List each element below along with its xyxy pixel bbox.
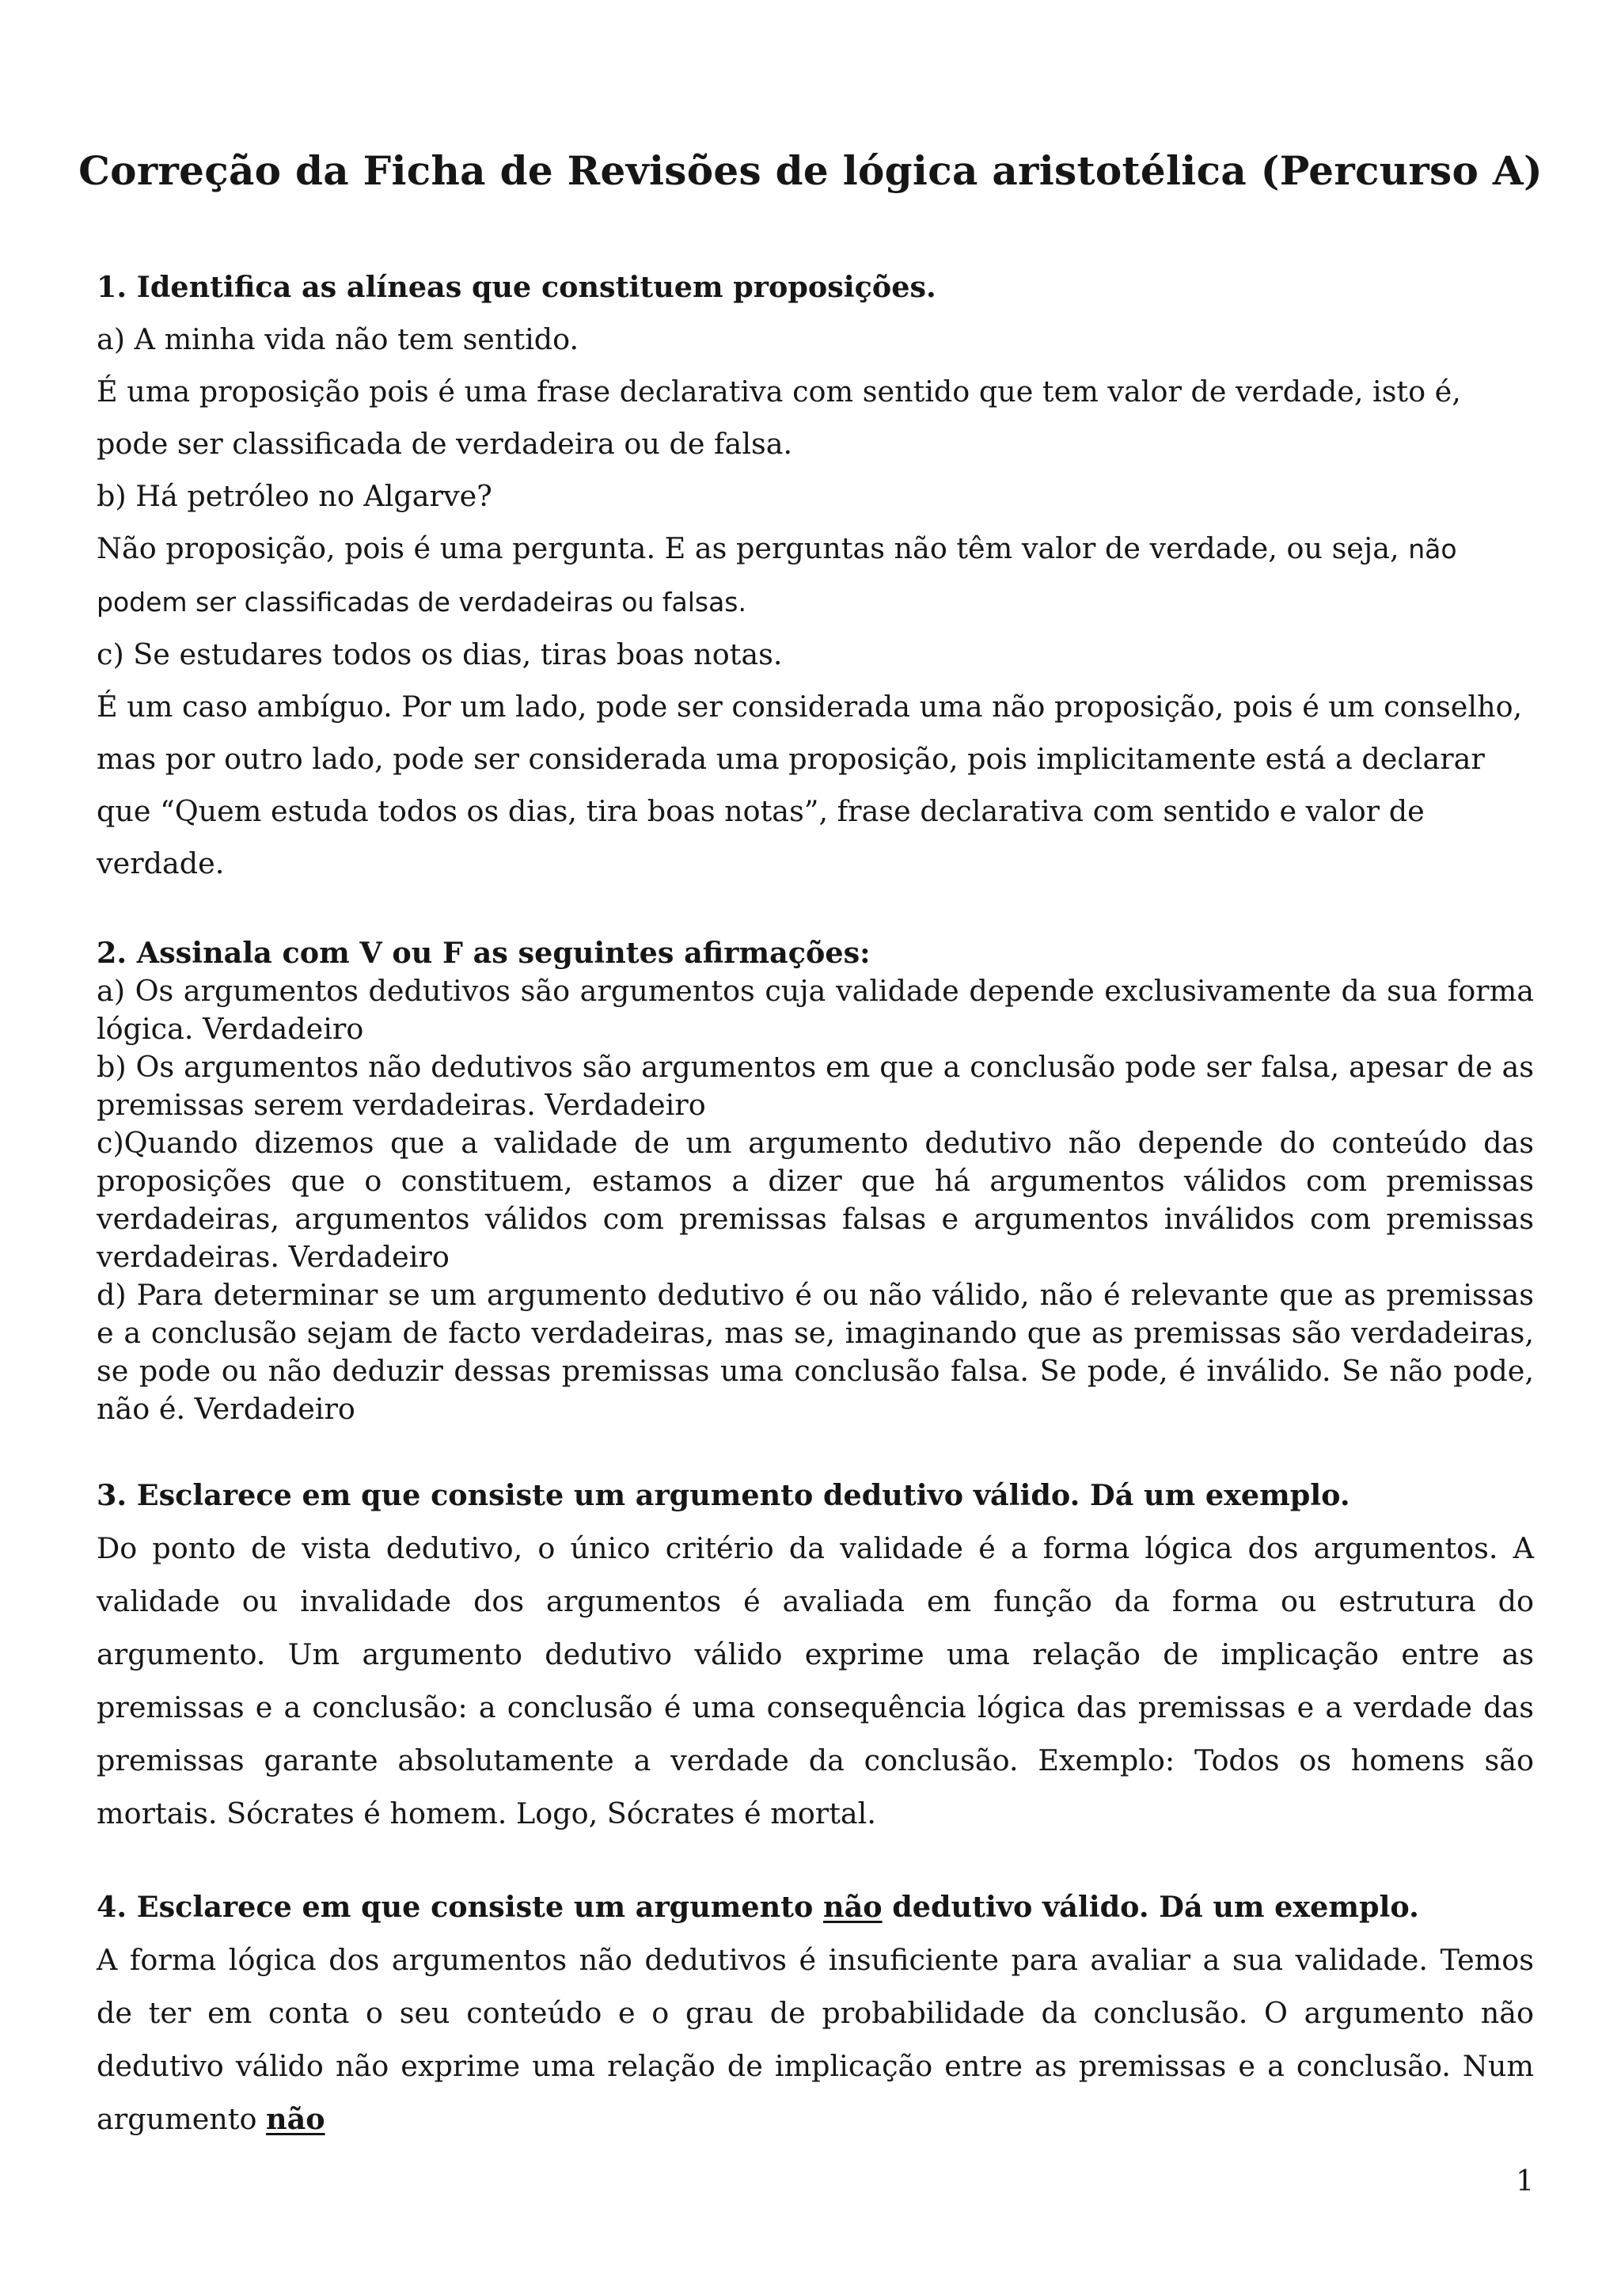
- statement-2c: c)Quando dizemos que a validade de um argumento dedutivo não depende do conteúdo das proposições que o constituem, estamos a dizer que há argumentos válidos com premissas verdadeiras, argumentos válidos com premissas falsas e argumentos inválidos com premissas verdadeiras. Verdadeiro: [97, 1126, 1534, 1274]
- section-4-heading-underlined: não: [823, 1890, 883, 1924]
- page-number: 1: [1516, 2165, 1534, 2198]
- section-4-body-emphasis: não: [266, 2102, 325, 2136]
- section-1: [97, 261, 1534, 890]
- answer-1a: É uma proposição pois é uma frase declarativa com sentido que tem valor de verdade, isto é, pode ser classificada de verdadeira ou de falsa.: [97, 374, 1461, 461]
- section-3-body: Do ponto de vista dedutivo, o único critério da validade é a forma lógica dos argumentos. A validade ou invalidade dos argumentos é avaliada em função da forma ou estrutura do argumento. Um argumento dedutivo válido exprime uma relação de implicação entre as premissas e a conclusão: a conclusão é uma consequência lógica das premissas e a verdade das premissas garante absolutamente a verdade da conclusão. Exemplo: Todos os homens são mortais. Sócrates é homem. Logo, Sócrates é mortal.: [97, 1531, 1534, 1830]
- section-1-heading: 1. Identifica as alíneas que constituem proposições.: [97, 270, 936, 304]
- section-4: [97, 1881, 1534, 2146]
- section-4-heading-start: 4. Esclarece em que consiste um argumento: [97, 1890, 824, 1924]
- item-1a: a) A minha vida não tem sentido.: [97, 322, 579, 356]
- section-3: [97, 1469, 1534, 1840]
- answer-1c: É um caso ambíguo. Por um lado, pode ser considerada uma não proposição, pois é um conselho, mas por outro lado, pode ser considerada uma proposição, pois implicitamente está a declarar que “Quem estuda todos os dias, tira boas notas”, frase declarativa com sentido e valor de verdade.: [97, 690, 1523, 880]
- answer-1b-main: Não proposição, pois é uma pergunta. E as perguntas não têm valor de verdade, ou seja,: [97, 531, 1409, 565]
- document-body: [97, 261, 1534, 2146]
- item-1b: b) Há petróleo no Algarve?: [97, 479, 492, 513]
- answer-1b: [97, 523, 1534, 629]
- statement-2d: d) Para determinar se um argumento dedutivo é ou não válido, não é relevante que as premissas e a conclusão sejam de facto verdadeiras, mas se, imaginando que as premissas são verdadeiras, se pode ou não deduzir dessas premissas uma conclusão falsa. Se pode, é inválido. Se não pode, não é. Verdadeiro: [97, 1278, 1534, 1426]
- section-2-heading: 2. Assinala com V ou F as seguintes afirmações:: [97, 936, 871, 970]
- section-3-heading: 3. Esclarece em que consiste um argumento dedutivo válido. Dá um exemplo.: [97, 1478, 1350, 1512]
- section-4-body-text: A forma lógica dos argumentos não dedutivos é insuficiente para avaliar a sua validade. Temos de ter em conta o seu conteúdo e o grau de probabilidade da conclusão. O argumento não dedutivo válido não exprime uma relação de implicação entre as premissas e a conclusão. Num argumento: [97, 1943, 1534, 2136]
- statement-2a: a) Os argumentos dedutivos são argumentos cuja validade depende exclusivamente da sua forma lógica. Verdadeiro: [97, 974, 1534, 1046]
- answer-1b-tail: não podem ser classificadas de verdadeiras ou falsas.: [97, 534, 1457, 618]
- item-1c: c) Se estudares todos os dias, tiras boas notas.: [97, 637, 783, 671]
- section-4-heading-end: dedutivo válido. Dá um exemplo.: [882, 1890, 1419, 1924]
- section-2: [97, 934, 1534, 1428]
- section-4-heading: [97, 1881, 1534, 1933]
- page-title: Correção da Ficha de Revisões de lógica aristotélica (Percurso A): [78, 147, 1543, 194]
- section-4-body: [97, 1933, 1534, 2146]
- statement-2b: b) Os argumentos não dedutivos são argumentos em que a conclusão pode ser falsa, apesar de as premissas serem verdadeiras. Verdadeiro: [97, 1050, 1534, 1122]
